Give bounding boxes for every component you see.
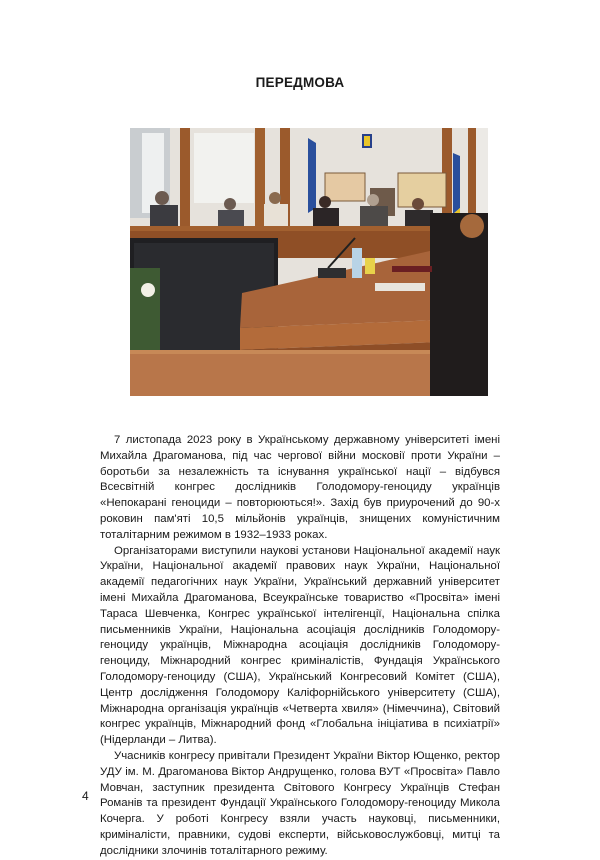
- paragraph-organizers: Організаторами виступили наукові установи Національної академії наук України, Національної академії правових наук України, Національної академії педагогічних наук України, Український державний університет імені Михайла Драгоманова, Всеукраїнське товариство «Просвіта» імені Тараса Шевченка, Конгрес української інтелігенції, Національна спілка письменників України, Національна асоціація дослідників Голодомору-геноциду українців, Міжнародна асоціація дослідників Голодомору-геноциду, Міжнародний конгрес криміналістів, Фундація Українського Голодомору-геноциду (США), Український Конгресовий Комітет (США), Центр дослідження Голодомору Каліфорнійського університету (США), Міжнародна організація українців «Четверта хвиля» (Німеччина), Світовий конгрес українців, Міжнародний фонд «Глобальна ініціатива в психіатрії» (Нідерланди – Литва).: [100, 544, 500, 747]
- paragraph-participants: Учасників конгресу привітали Президент України Віктор Ющенко, ректор УДУ ім. М. Драгоманова Віктор Андрущенко, голова ВУТ «Просвіта» Павло Мовчан, заступник президента Світового Конгресу Українців Стефан Романів та президент Фундації Українського Голодомору-геноциду Микола Кочерга. У роботі Конгресу взяли участь науковці, письменники, криміналісти, правники, судові експерти, військовослужбовці, митці та дослідники злочинів тоталітарного режиму.: [100, 749, 500, 857]
- conference-photo: [130, 128, 488, 396]
- body-text: [100, 433, 500, 860]
- page-title: ПЕРЕДМОВА: [255, 75, 345, 90]
- paragraph-intro: 7 листопада 2023 року в Українському державному університеті імені Михайла Драгоманова, під час чергової війни московії проти України – боротьби за незалежність та існування української нації – відбувся Всесвітній конгрес дослідників Голодомору-геноциду українців «Непокарані геноциди – повторюються!». Захід був приурочений до 90-х роковин пам'яті 10,5 мільйонів українців, знищених комуністичним тоталітарним режимом в 1932–1933 роках.: [100, 434, 500, 541]
- page-number: 4: [82, 789, 89, 803]
